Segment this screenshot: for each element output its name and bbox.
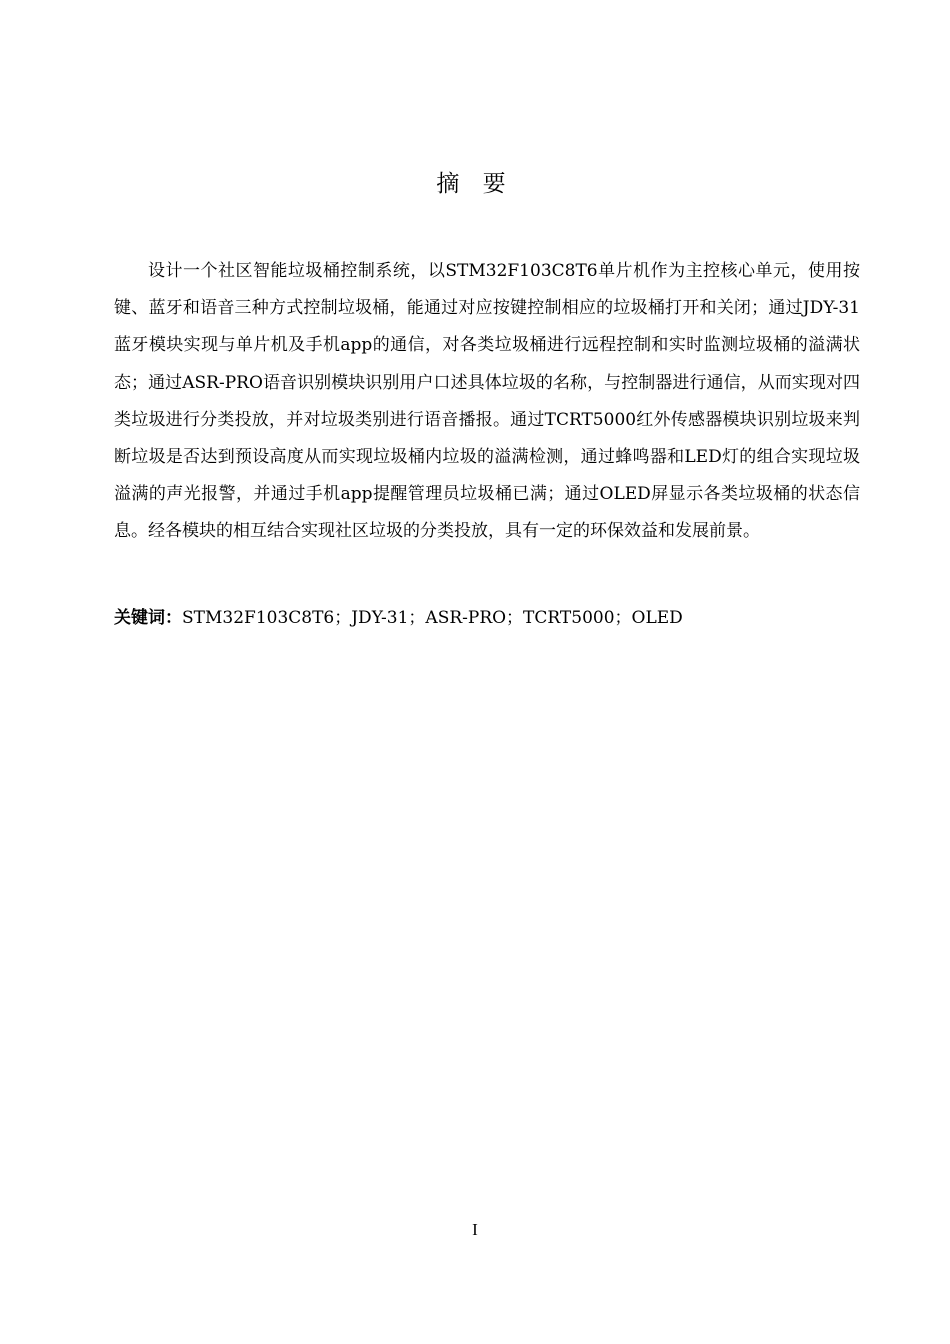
abstract-body: 设计一个社区智能垃圾桶控制系统，以STM32F103C8T6单片机作为主控核心单元，使用按键、蓝牙和语音三种方式控制垃圾桶，能通过对应按键控制相应的垃圾桶打开和关闭；通过JDY-31蓝牙模块实现与单片机及手机app的通信，对各类垃圾桶进行远程控制和实时监测垃圾桶的溢满状态；通过ASR-PRO语音识别模块识别用户口述具体垃圾的名称，与控制器进行通信，从而实现对四类垃圾进行分类投放，并对垃圾类别进行语音播报。通过TCRT5000红外传感器模块识别垃圾来判断垃圾是否达到预设高度从而实现垃圾桶内垃圾的溢满检测，通过蜂鸣器和LED灯的组合实现垃圾溢满的声光报警，并通过手机app提醒管理员垃圾桶已满；通过OLED屏显示各类垃圾桶的状态信息。经各模块的相互结合实现社区垃圾的分类投放，具有一定的环保效益和发展前景。 bbox=[114, 261, 860, 542]
keywords-label: 关键词： bbox=[114, 608, 182, 628]
abstract-title: 摘 要 bbox=[436, 171, 514, 197]
keywords-text: STM32F103C8T6；JDY-31；ASR-PRO；TCRT5000；OLED bbox=[182, 608, 683, 628]
page-number: I bbox=[472, 1220, 478, 1239]
keywords-line bbox=[114, 600, 860, 637]
